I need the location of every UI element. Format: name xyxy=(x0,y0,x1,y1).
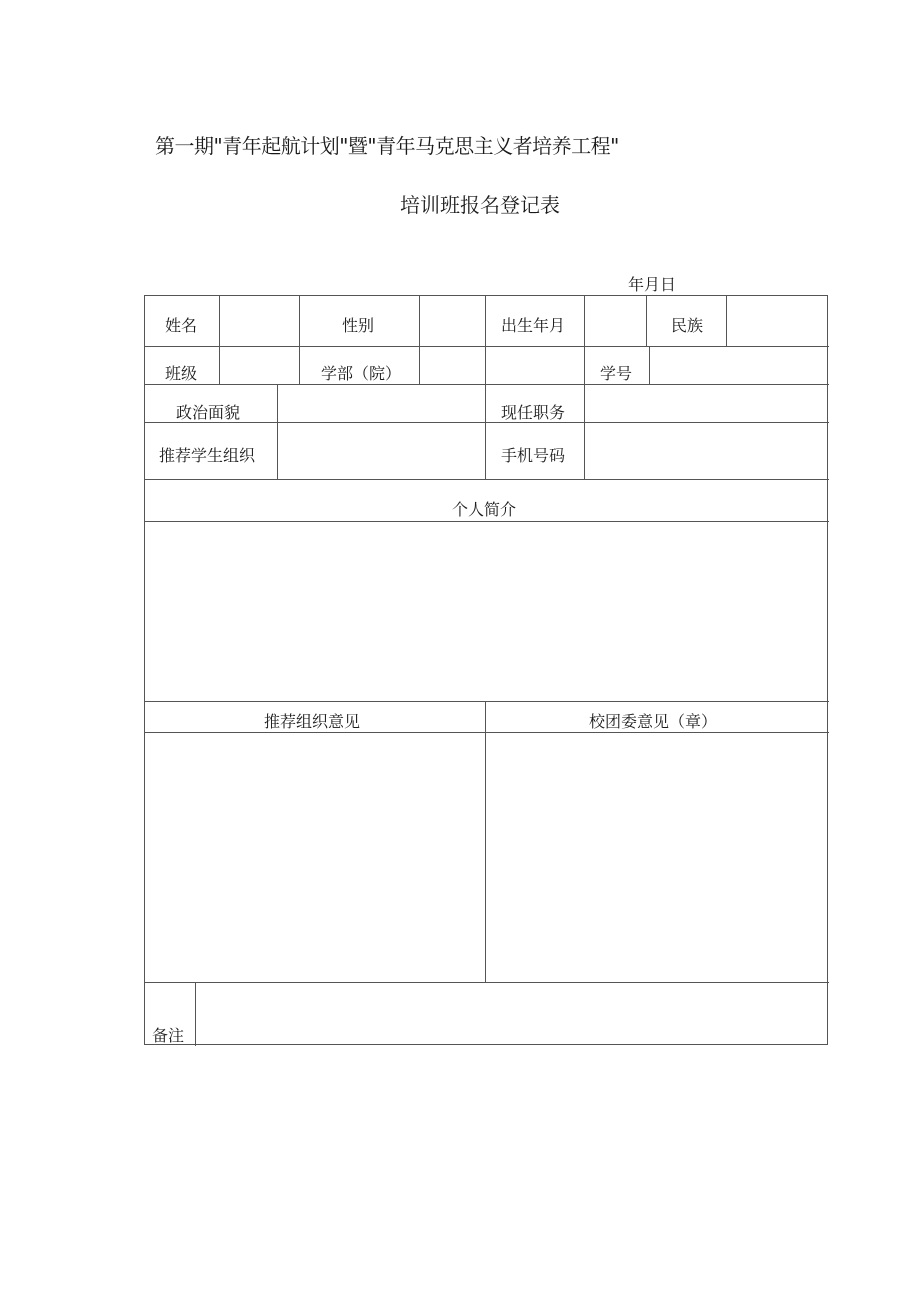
org-opinion-field[interactable] xyxy=(146,733,484,981)
current-position-label: 现任职务 xyxy=(501,403,566,422)
recommending-org-label: 推荐学生组织 xyxy=(159,446,256,465)
league-opinion-field[interactable] xyxy=(486,733,827,981)
col-divider xyxy=(299,296,300,384)
row-divider xyxy=(145,701,829,702)
col-divider xyxy=(646,296,647,346)
department-field[interactable] xyxy=(420,347,583,383)
ethnicity-label: 民族 xyxy=(671,316,704,335)
row-divider xyxy=(145,479,829,480)
student-id-field[interactable] xyxy=(650,347,827,383)
phone-label: 手机号码 xyxy=(501,446,566,465)
gender-field[interactable] xyxy=(420,297,484,345)
registration-table xyxy=(144,295,828,1045)
form-title-line2: 培训班报名登记表 xyxy=(400,193,560,217)
remarks-label: 备注 xyxy=(152,1026,185,1045)
org-opinion-label: 推荐组织意见 xyxy=(264,712,361,731)
political-status-label: 政治面貌 xyxy=(176,403,241,422)
profile-field[interactable] xyxy=(146,522,827,700)
name-field[interactable] xyxy=(220,297,298,345)
gender-label: 性别 xyxy=(342,316,375,335)
recommending-org-field[interactable] xyxy=(278,423,484,478)
profile-label: 个人简介 xyxy=(452,500,517,519)
name-label: 姓名 xyxy=(165,316,198,335)
phone-field[interactable] xyxy=(585,423,827,478)
birth-label: 出生年月 xyxy=(501,316,566,335)
student-id-label: 学号 xyxy=(600,364,633,383)
remarks-field[interactable] xyxy=(196,983,827,1044)
current-position-field[interactable] xyxy=(585,385,827,421)
col-divider xyxy=(485,296,486,346)
league-opinion-label: 校团委意见（章） xyxy=(589,712,718,731)
political-status-field[interactable] xyxy=(278,385,484,421)
date-label: 年月日 xyxy=(628,275,677,294)
class-label: 班级 xyxy=(165,364,198,383)
form-title-line1: 第一期"青年起航计划"暨"青年马克思主义者培养工程" xyxy=(155,134,619,158)
birth-field[interactable] xyxy=(585,297,645,345)
class-field[interactable] xyxy=(220,347,298,383)
ethnicity-field[interactable] xyxy=(727,297,827,345)
department-label: 学部（院） xyxy=(321,364,402,383)
